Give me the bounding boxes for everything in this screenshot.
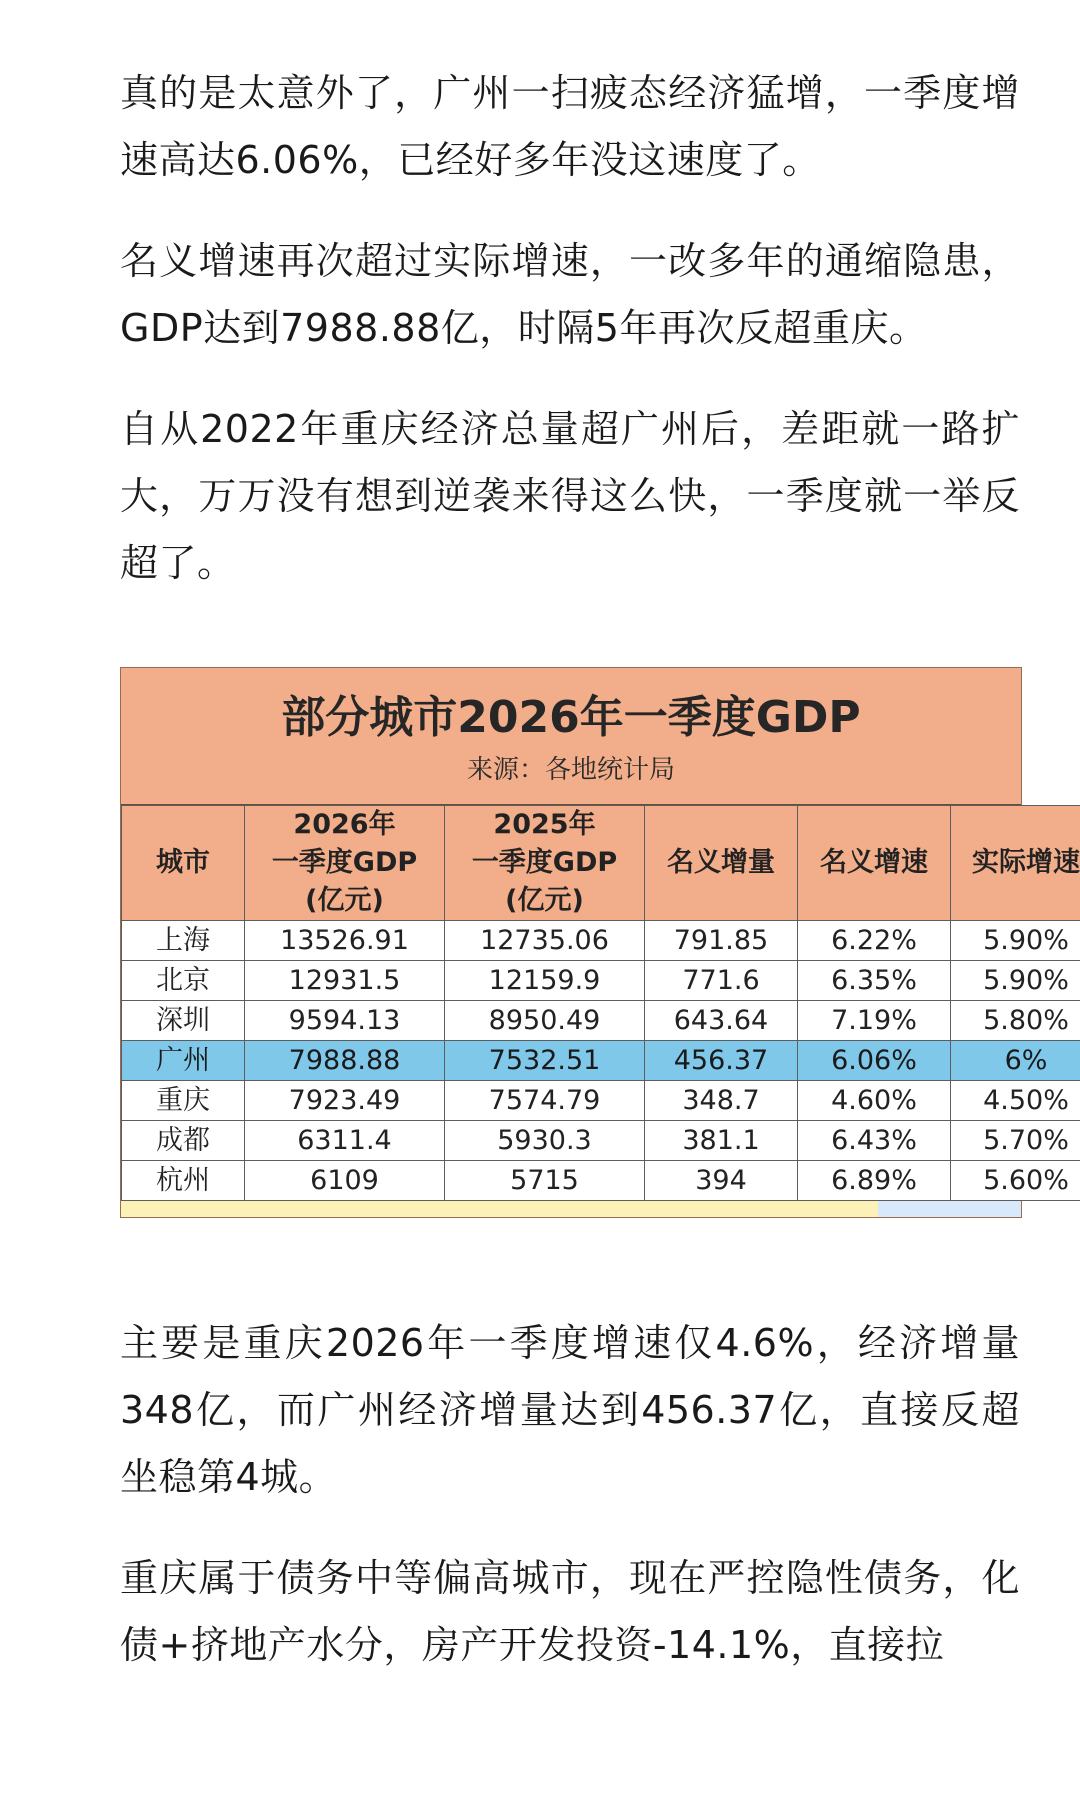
table-cell: 5.90% bbox=[951, 921, 1080, 961]
column-header-city: 城市 bbox=[122, 806, 245, 921]
table-header-row bbox=[122, 806, 1080, 921]
table-cell: 7532.51 bbox=[445, 1041, 645, 1081]
table-cell: 上海 bbox=[122, 921, 245, 961]
table-cell: 深圳 bbox=[122, 1001, 245, 1041]
table-cell: 6.89% bbox=[798, 1161, 951, 1201]
footer-blue-band bbox=[878, 1201, 1021, 1217]
gdp-table bbox=[121, 805, 1080, 1201]
table-cell: 5.60% bbox=[951, 1161, 1080, 1201]
table-row-hangzhou bbox=[122, 1161, 1080, 1201]
table-cell: 791.85 bbox=[645, 921, 798, 961]
table-cell: 6311.4 bbox=[245, 1121, 445, 1161]
column-header-gdp-2026: 2026年 一季度GDP (亿元) bbox=[245, 806, 445, 921]
table-source: 来源：各地统计局 bbox=[466, 755, 675, 785]
table-cell: 北京 bbox=[122, 961, 245, 1001]
paragraph-gap-reversal: 自从2022年重庆经济总量超广州后，差距就一路扩大，万万没有想到逆袭来得这么快，一季度就一举反超了。 bbox=[120, 407, 1020, 585]
table-cell: 6% bbox=[951, 1041, 1080, 1081]
table-cell: 456.37 bbox=[645, 1041, 798, 1081]
table-cell: 6109 bbox=[245, 1161, 445, 1201]
table-cell: 771.6 bbox=[645, 961, 798, 1001]
paragraph-intro: 真的是太意外了，广州一扫疲态经济猛增，一季度增速高达6.06%，已经好多年没这速度了。 bbox=[120, 71, 1020, 182]
table-row-guangzhou-highlighted bbox=[122, 1041, 1080, 1081]
gdp-table-image bbox=[120, 667, 1080, 1218]
table-cell: 12735.06 bbox=[445, 921, 645, 961]
table-cell: 6.43% bbox=[798, 1121, 951, 1161]
table-cell: 7.19% bbox=[798, 1001, 951, 1041]
article-body bbox=[120, 60, 1080, 1713]
table-cell: 12159.9 bbox=[445, 961, 645, 1001]
table-cell: 5.90% bbox=[951, 961, 1080, 1001]
table-cell: 348.7 bbox=[645, 1081, 798, 1121]
table-cell: 成都 bbox=[122, 1121, 245, 1161]
column-header-nominal-growth: 名义增速 bbox=[798, 806, 951, 921]
table-cell: 广州 bbox=[122, 1041, 245, 1081]
table-cell: 6.35% bbox=[798, 961, 951, 1001]
table-cell: 4.50% bbox=[951, 1081, 1080, 1121]
table-header-block bbox=[121, 668, 1021, 805]
table-cell: 5930.3 bbox=[445, 1121, 645, 1161]
table-cell: 8950.49 bbox=[445, 1001, 645, 1041]
paragraph-chongqing-debt: 重庆属于债务中等偏高城市，现在严控隐性债务，化债+挤地产水分，房产开发投资-14.1%，直接拉 bbox=[120, 1556, 1020, 1667]
table-row-chongqing bbox=[122, 1081, 1080, 1121]
table-cell: 5.80% bbox=[951, 1001, 1080, 1041]
table-row-shanghai bbox=[122, 921, 1080, 961]
table-cell: 7923.49 bbox=[245, 1081, 445, 1121]
table-cell: 7574.79 bbox=[445, 1081, 645, 1121]
table-cell: 381.1 bbox=[645, 1121, 798, 1161]
column-header-real-growth: 实际增速 bbox=[951, 806, 1080, 921]
table-cell: 7988.88 bbox=[245, 1041, 445, 1081]
table-cell: 重庆 bbox=[122, 1081, 245, 1121]
table-row-chengdu bbox=[122, 1121, 1080, 1161]
table-cell: 5715 bbox=[445, 1161, 645, 1201]
table-cell: 394 bbox=[645, 1161, 798, 1201]
paragraph-chongqing-growth: 主要是重庆2026年一季度增速仅4.6%，经济增量348亿，而广州经济增量达到456.37亿，直接反超坐稳第4城。 bbox=[120, 1321, 1020, 1499]
column-header-nominal-increase: 名义增量 bbox=[645, 806, 798, 921]
paragraph-nominal-growth: 名义增速再次超过实际增速，一改多年的通缩隐患，GDP达到7988.88亿，时隔5年再次反超重庆。 bbox=[120, 239, 1020, 350]
table-cell: 9594.13 bbox=[245, 1001, 445, 1041]
table-cell: 杭州 bbox=[122, 1161, 245, 1201]
table-cell: 12931.5 bbox=[245, 961, 445, 1001]
table-title: 部分城市2026年一季度GDP bbox=[281, 692, 861, 743]
table-row-shenzhen bbox=[122, 1001, 1080, 1041]
table-footer-strip bbox=[121, 1201, 1021, 1217]
footer-yellow-band bbox=[121, 1201, 878, 1217]
table-cell: 643.64 bbox=[645, 1001, 798, 1041]
table-cell: 13526.91 bbox=[245, 921, 445, 961]
table-cell: 4.60% bbox=[798, 1081, 951, 1121]
column-header-gdp-2025: 2025年 一季度GDP (亿元) bbox=[445, 806, 645, 921]
table-row-beijing bbox=[122, 961, 1080, 1001]
table-cell: 6.22% bbox=[798, 921, 951, 961]
table-cell: 5.70% bbox=[951, 1121, 1080, 1161]
table-cell: 6.06% bbox=[798, 1041, 951, 1081]
